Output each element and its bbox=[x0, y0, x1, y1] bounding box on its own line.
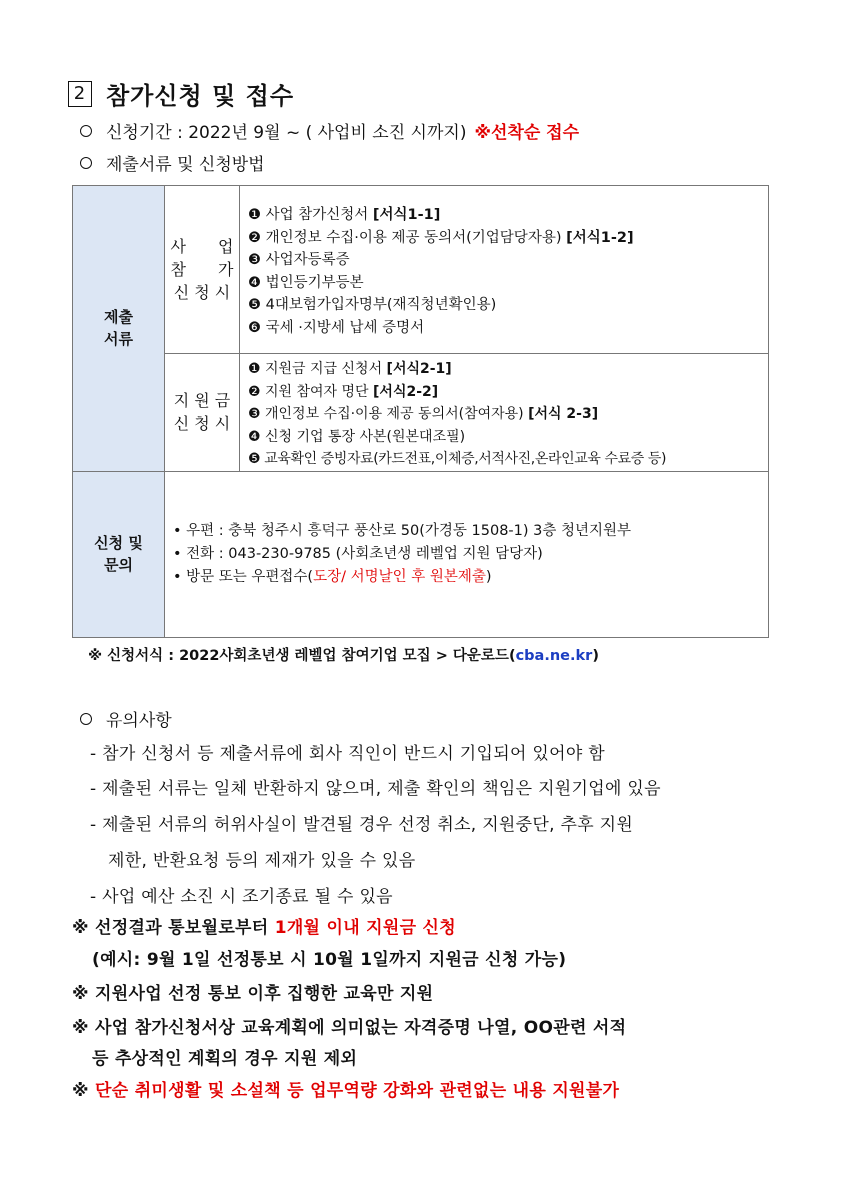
contact-header-cell bbox=[73, 471, 165, 637]
doc-item: ❸ 개인정보 수집·이용 제공 동의서(참여자용) [서식 2-3] bbox=[248, 406, 599, 422]
method-label: 제출서류 및 신청방법 bbox=[106, 155, 265, 175]
note-plan-exclusion-cont: 등 추상적인 계획의 경우 지원 제외 bbox=[92, 1049, 358, 1069]
caution-item: - 사업 예산 소진 시 조기종료 될 수 있음 bbox=[90, 887, 393, 907]
group-name-line: 신 청 시 bbox=[173, 283, 231, 302]
doc-item: ❷ 지원 참여자 명단 [서식2-2] bbox=[248, 383, 439, 400]
circle-bullet-icon bbox=[80, 125, 92, 137]
period-line bbox=[80, 118, 579, 143]
note-result-deadline: ※ 선정결과 통보월로부터 1개월 이내 지원금 신청 bbox=[72, 918, 456, 938]
download-link[interactable]: cba.ne.kr bbox=[515, 648, 593, 664]
docs-header-line: 제출 bbox=[104, 308, 133, 327]
note-training-only: ※ 지원사업 선정 통보 이후 집행한 교육만 지원 bbox=[72, 984, 434, 1004]
contact-phone: • 전화 : 043-230-9785 (사회초년생 레벨업 지원 담당자) bbox=[173, 545, 543, 562]
period-label: 신청기간 : 2022년 9월 ~ ( 사업비 소진 시까지) bbox=[106, 123, 467, 143]
doc-item: ❺ 4대보험가입자명부(재직청년확인용) bbox=[248, 297, 497, 313]
form-download-note: ※ 신청서식 : 2022사회초년생 레벨업 참여기업 모집 > 다운로드(cba.ne.kr) bbox=[88, 648, 599, 664]
contact-cell bbox=[165, 471, 769, 637]
documents-table bbox=[72, 185, 769, 638]
group-items-cell bbox=[240, 354, 769, 472]
doc-item: ❷ 개인정보 수집·이용 제공 동의서(기업담당자용) [서식1-2] bbox=[248, 229, 634, 246]
section-title bbox=[68, 76, 294, 111]
table-row bbox=[73, 471, 769, 637]
doc-item: ❶ 지원금 지급 신청서 [서식2-1] bbox=[248, 361, 452, 377]
caution-item: 제한, 반환요청 등의 제재가 있을 수 있음 bbox=[108, 851, 416, 871]
doc-item: ❹ 법인등기부등본 bbox=[248, 274, 364, 291]
group-name-line: 지 원 금 bbox=[173, 391, 231, 411]
note-not-supported: ※ 단순 취미생활 및 소설책 등 업무역량 강화와 관련없는 내용 지원불가 bbox=[72, 1081, 620, 1101]
contact-visit: • 방문 또는 우편접수(도장/ 서명날인 후 원본제출) bbox=[173, 568, 492, 585]
note-plan-exclusion: ※ 사업 참가신청서상 교육계획에 의미없는 자격증명 나열, OO관련 서적 bbox=[72, 1018, 627, 1038]
contact-header-line: 신청 및 bbox=[94, 534, 143, 552]
caution-item: - 참가 신청서 등 제출서류에 회사 직인이 반드시 기입되어 있어야 함 bbox=[90, 744, 605, 764]
group-items-cell bbox=[240, 186, 769, 354]
group-name-line: 사 업 bbox=[170, 237, 234, 256]
group-name-line: 참 가 bbox=[170, 260, 234, 279]
caution-item: - 제출된 서류는 일체 반환하지 않으며, 제출 확인의 책임은 지원기업에 있음 bbox=[90, 779, 661, 799]
doc-item: ❸ 사업자등록증 bbox=[248, 252, 350, 268]
doc-item: ❻ 국세 ·지방세 납세 증명서 bbox=[248, 319, 425, 336]
doc-item: ❺ 교육확인 증빙자료(카드전표,이체증,서적사진,온라인교육 수료증 등) bbox=[248, 451, 667, 467]
period-highlight: ※선착순 접수 bbox=[474, 123, 580, 143]
section-number-box: 2 bbox=[68, 81, 92, 107]
docs-header-line: 서류 bbox=[104, 330, 133, 349]
doc-item: ❹ 신청 기업 통장 사본(원본대조필) bbox=[248, 428, 466, 445]
circle-bullet-icon bbox=[80, 713, 92, 725]
table-row bbox=[73, 186, 769, 354]
group-name-cell bbox=[165, 354, 240, 472]
section-title-text: 참가신청 및 접수 bbox=[106, 82, 294, 110]
note-example: (예시: 9월 1일 선정통보 시 10월 1일까지 지원금 신청 가능) bbox=[92, 950, 567, 970]
contact-post: • 우편 : 충북 청주시 흥덕구 풍산로 50(가경동 1508-1) 3층 청년지원부 bbox=[173, 522, 632, 539]
group-name-line: 신 청 시 bbox=[173, 414, 231, 434]
doc-item: ❶ 사업 참가신청서 [서식1-1] bbox=[248, 207, 441, 223]
caution-item: - 제출된 서류의 허위사실이 발견될 경우 선정 취소, 지원중단, 추후 지원 bbox=[90, 815, 634, 835]
circle-bullet-icon bbox=[80, 157, 92, 169]
group-name-cell bbox=[165, 186, 240, 354]
contact-header-line: 문의 bbox=[104, 556, 133, 574]
table-row bbox=[73, 354, 769, 472]
method-line bbox=[80, 150, 265, 175]
cautions-heading: 유의사항 bbox=[80, 706, 172, 731]
docs-header-cell bbox=[73, 186, 165, 472]
